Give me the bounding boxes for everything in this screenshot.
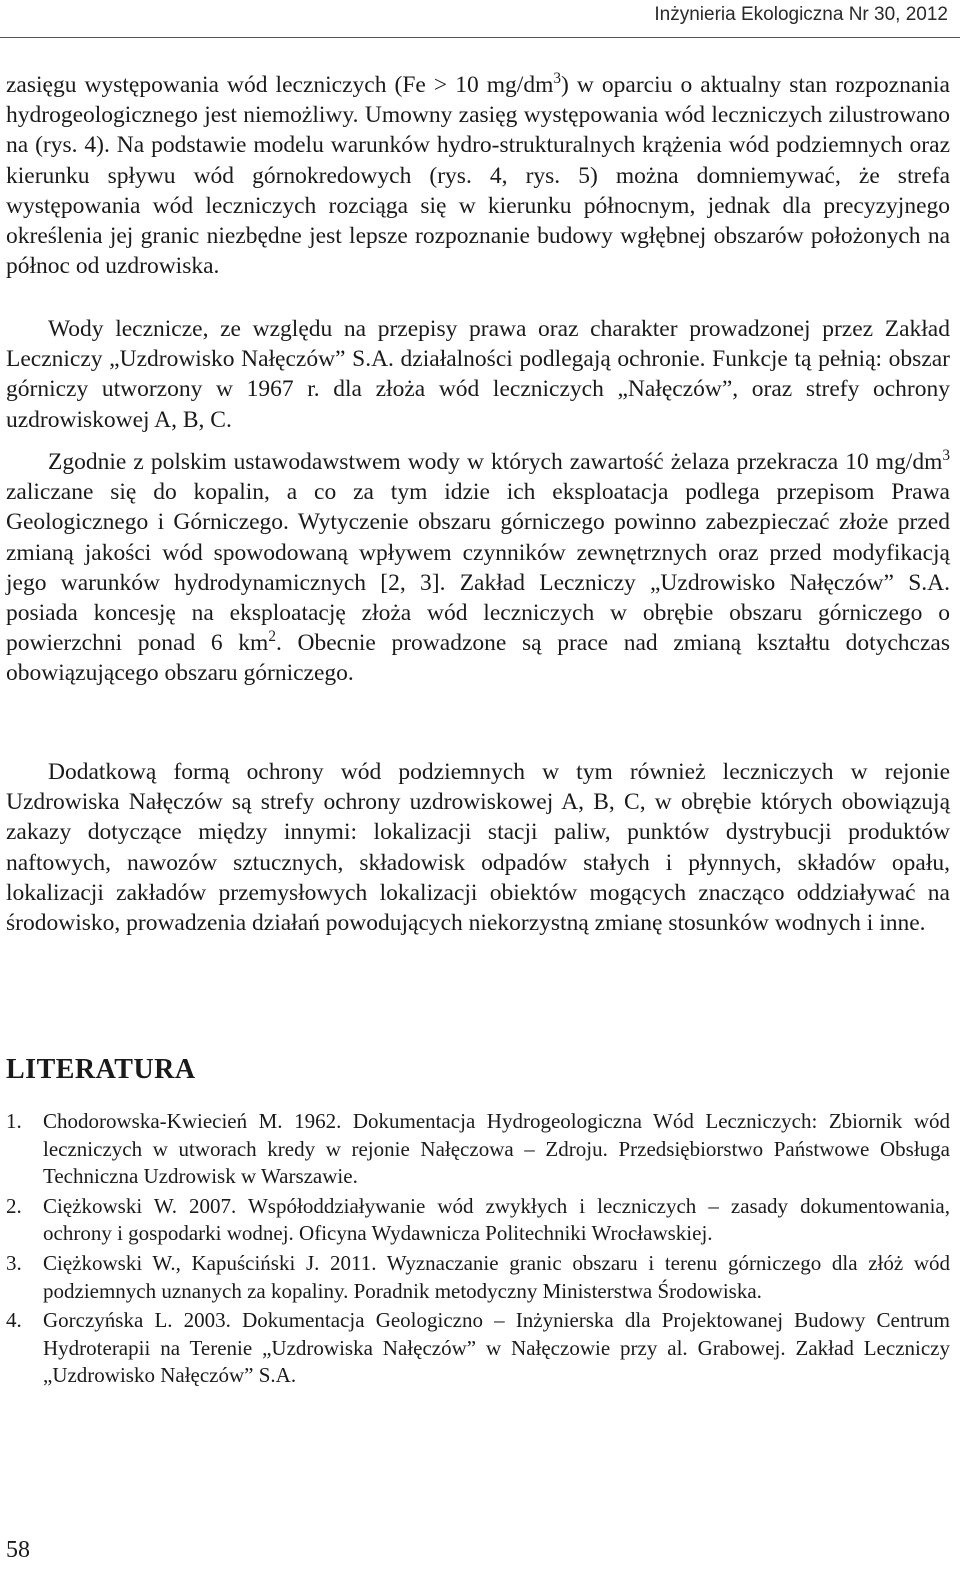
reference-item [6, 1307, 950, 1390]
paragraph-2 [6, 314, 950, 435]
reference-text: Gorczyńska L. 2003. Dokumentacja Geologiczno – Inżynierska dla Projektowanej Budowy Centrum Hydroterapii na Terenie „Uzdrowiska Nałęczów” w Nałęczowie przy al. Grabowej. Zakład Leczniczy „Uzdrowisko Nałęczów” S.A. [43, 1308, 950, 1388]
reference-text: Ciężkowski W., Kapuściński J. 2011. Wyznaczanie granic obszaru i terenu górniczego dla złóż wód podziemnych uznanych za kopaliny. Poradnik metodyczny Ministerstwa Środowiska. [43, 1250, 950, 1303]
paragraph-1-text-b: ) w oparciu o aktualny stan rozpoznania hydrogeologicznego jest niemożliwy. Umowny zasięg występowania wód leczniczych zilustrowano na (rys. 4). Na podstawie modelu warunków hydro-strukturalnych krążenia wód podziemnych oraz kierunku spływu wód górnokredowych (rys. 4, rys. 5) można domniemywać, że strefa występowania wód leczniczych rozciąga się w kierunku północnym, jednak dla precyzyjnego określenia jej granic niezbędne jest lepsze rozpoznanie budowy wgłębnej obszarów położonych na północ od uzdrowiska. [6, 72, 950, 280]
page-header [0, 0, 960, 40]
reference-text: Ciężkowski W. 2007. Współoddziaływanie wód zwykłych i leczniczych – zasady dokumentowania, ochrony i gospodarki wodnej. Oficyna Wydawnicza Politechniki Wrocławskiej. [43, 1193, 950, 1246]
paragraph-3-text-b: zaliczane się do kopalin, a co za tym idzie ich eksploatacja podlega przepisom Prawa Geologicznego i Górniczego. Wytyczenie obszaru górniczego powinno zabezpieczać złoże przed zmianą jakości wód spowodowaną wpływem czynników zewnętrznych oraz przed modyfikacją jego warunków hydrodynamicznych [2, 3]. Zakład Leczniczy „Uzdrowisko Nałęczów” S.A. posiada koncesję na eksploatację złoża wód leczniczych w obrębie obszaru górniczego o powierzchni ponad 6 km [6, 479, 950, 657]
reference-item [6, 1193, 950, 1248]
header-divider [0, 37, 960, 38]
reference-number: 3. [6, 1250, 22, 1275]
page-number: 58 [6, 1537, 30, 1563]
superscript: 3 [553, 70, 561, 88]
paragraph-3-text-c: . Obecnie prowadzone są prace nad zmianą kształtu dotychczas obowiązującego obszaru górniczego. [6, 630, 950, 687]
reference-number: 4. [6, 1308, 22, 1333]
reference-number: 2. [6, 1193, 22, 1218]
paragraph-4-text: Dodatkową formą ochrony wód podziemnych w tym również leczniczych w rejonie Uzdrowiska Nałęczów są strefy ochrony uzdrowiskowej A, B, C, w obrębie których obowiązują zakazy dotyczące między innymi: lokalizacji stacji paliw, punktów dystrybucji produktów naftowych, nawozów sztucznych, składowisk odpadów stałych i płynnych, składów opału, lokalizacji zakładów przemysłowych lokalizacji obiektów mogących znacząco oddziaływać na środowisko, prowadzenia działań powodujących niekorzystną zmianę stosunków wodnych i inne. [6, 759, 950, 937]
paragraph-1-text-a: zasięgu występowania wód leczniczych (Fe > 10 mg/dm [6, 72, 554, 98]
paragraph-2-text: Wody lecznicze, ze względu na przepisy prawa oraz charakter prowadzonej przez Zakład Leczniczy „Uzdrowisko Nałęczów” S.A. działalności podlegają ochronie. Funkcje tą pełnią: obszar górniczy utworzony w 1967 r. dla złoża wód leczniczych „Nałęczów”, oraz strefy ochrony uzdrowiskowej A, B, C. [6, 316, 950, 433]
journal-title: Inżynieria Ekologiczna Nr 30, 2012 [654, 4, 948, 25]
literature-heading: LITERATURA [6, 1054, 196, 1085]
reference-item [6, 1250, 950, 1305]
reference-list [6, 1108, 950, 1392]
paragraph-3 [6, 447, 950, 689]
reference-item [6, 1108, 950, 1191]
paragraph-1 [6, 70, 950, 281]
reference-text: Chodorowska-Kwiecień M. 1962. Dokumentacja Hydrogeologiczna Wód Leczniczych: Zbiornik wód leczniczych w utworach kredy w rejonie Nałęczowa – Zdroju. Przedsiębiorstwo Państwowe Obsługa Techniczna Uzdrowisk w Warszawie. [43, 1109, 950, 1189]
paragraph-4 [6, 757, 950, 938]
superscript: 2 [268, 628, 276, 646]
reference-number: 1. [6, 1109, 22, 1133]
superscript: 3 [942, 447, 950, 465]
paragraph-3-text-a: Zgodnie z polskim ustawodawstwem wody w których zawartość żelaza przekracza 10 mg/dm [48, 449, 943, 475]
